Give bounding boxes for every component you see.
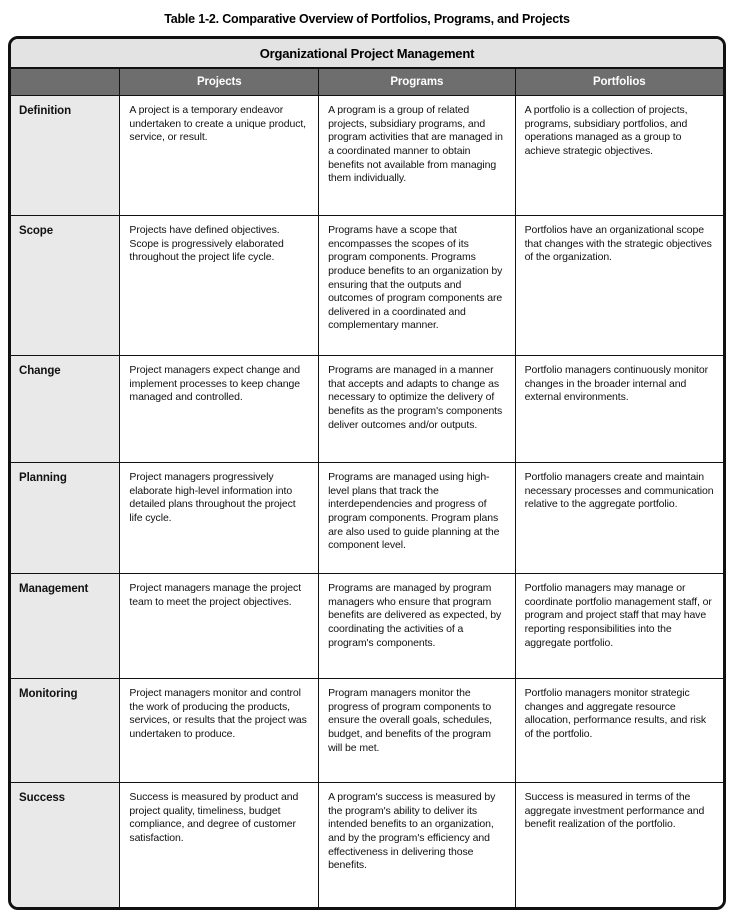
- cell-success-programs: A program's success is measured by the program's ability to deliver its intended benefits to an organization, and by the program's efficiency and effectiveness in delivering those benefits.: [319, 783, 516, 908]
- column-header-row: [11, 68, 723, 96]
- table-row-definition: [11, 96, 723, 216]
- cell-change-portfolios: Portfolio managers continuously monitor changes in the broader internal and external environments.: [515, 356, 723, 463]
- cell-success-projects: Success is measured by product and project quality, timeliness, budget compliance, and degree of customer satisfaction.: [120, 783, 319, 908]
- cell-change-programs: Programs are managed in a manner that accepts and adapts to change as necessary to optimize the delivery of benefits as the program's components deliver outcomes and/or outputs.: [319, 356, 516, 463]
- table-row-change: [11, 356, 723, 463]
- cell-scope-programs: Programs have a scope that encompasses the scopes of its program components. Programs produce benefits to an organization by ensuring that the outputs and outcomes of program components are delivered in a coordinated and complementary manner.: [319, 216, 516, 356]
- cell-definition-programs: A program is a group of related projects, subsidiary programs, and program activities that are managed in a coordinated manner to obtain benefits not available from managing them individually.: [319, 96, 516, 216]
- column-header-projects: Projects: [120, 68, 319, 96]
- row-label-definition: Definition: [11, 96, 120, 216]
- cell-definition-portfolios: A portfolio is a collection of projects, programs, subsidiary portfolios, and operations managed as a group to achieve strategic objectives.: [515, 96, 723, 216]
- cell-monitoring-projects: Project managers monitor and control the work of producing the products, services, or results that the project was undertaken to produce.: [120, 679, 319, 783]
- row-label-monitoring: Monitoring: [11, 679, 120, 783]
- cell-monitoring-portfolios: Portfolio managers monitor strategic changes and aggregate resource allocation, performance results, and risk of the portfolio.: [515, 679, 723, 783]
- table-row-management: [11, 574, 723, 679]
- cell-planning-programs: Programs are managed using high-level plans that track the interdependencies and progress of program components. Program plans are also used to guide planning at the component level.: [319, 463, 516, 574]
- comparison-table: [8, 36, 726, 910]
- table-title-row: [11, 39, 723, 68]
- table-caption: Table 1-2. Comparative Overview of Portfolios, Programs, and Projects: [164, 12, 570, 26]
- cell-scope-portfolios: Portfolios have an organizational scope that changes with the strategic objectives of the organization.: [515, 216, 723, 356]
- table-title: Organizational Project Management: [11, 39, 723, 68]
- table-row-scope: [11, 216, 723, 356]
- cell-change-projects: Project managers expect change and implement processes to keep change managed and controlled.: [120, 356, 319, 463]
- cell-success-portfolios: Success is measured in terms of the aggregate investment performance and benefit realization of the portfolio.: [515, 783, 723, 908]
- column-header-programs: Programs: [319, 68, 516, 96]
- row-label-management: Management: [11, 574, 120, 679]
- table-row-success: [11, 783, 723, 908]
- table-row-planning: [11, 463, 723, 574]
- corner-cell: [11, 68, 120, 96]
- cell-planning-portfolios: Portfolio managers create and maintain necessary processes and communication relative to the aggregate portfolio.: [515, 463, 723, 574]
- cell-monitoring-programs: Program managers monitor the progress of program components to ensure the overall goals, schedules, budget, and benefits of the program will be met.: [319, 679, 516, 783]
- row-label-success: Success: [11, 783, 120, 908]
- cell-management-portfolios: Portfolio managers may manage or coordinate portfolio management staff, or program and project staff that may have reporting responsibilities into the aggregate portfolio.: [515, 574, 723, 679]
- cell-planning-projects: Project managers progressively elaborate high-level information into detailed plans throughout the project life cycle.: [120, 463, 319, 574]
- cell-definition-projects: A project is a temporary endeavor undertaken to create a unique product, service, or result.: [120, 96, 319, 216]
- row-label-scope: Scope: [11, 216, 120, 356]
- row-label-change: Change: [11, 356, 120, 463]
- cell-scope-projects: Projects have defined objectives. Scope is progressively elaborated throughout the project life cycle.: [120, 216, 319, 356]
- cell-management-programs: Programs are managed by program managers who ensure that program benefits are delivered as expected, by coordinating the activities of a program's components.: [319, 574, 516, 679]
- column-header-portfolios: Portfolios: [515, 68, 723, 96]
- row-label-planning: Planning: [11, 463, 120, 574]
- cell-management-projects: Project managers manage the project team to meet the project objectives.: [120, 574, 319, 679]
- table-row-monitoring: [11, 679, 723, 783]
